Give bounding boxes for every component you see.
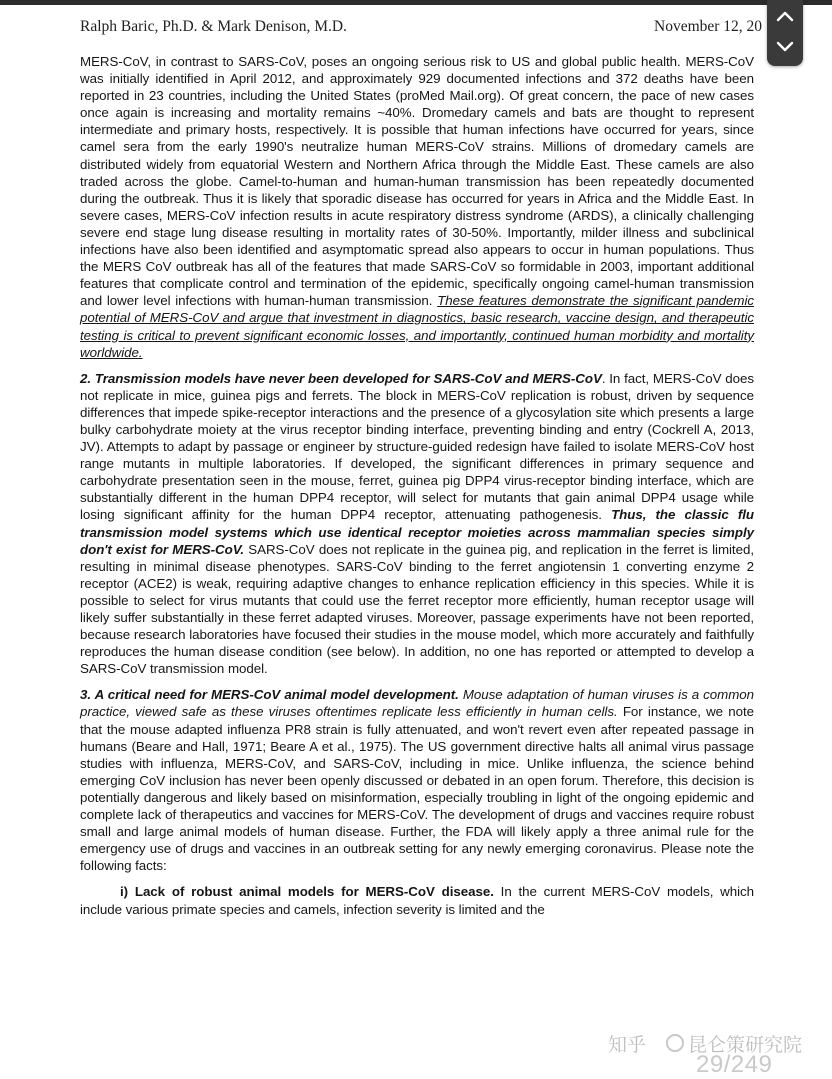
chevron-up-icon [776, 9, 794, 23]
watermark-author: 昆仑策研究院 [688, 1035, 803, 1056]
paragraph-transmission-models [80, 370, 754, 678]
watermark-site: 知乎 [608, 1035, 647, 1056]
paragraph-text: . In fact, MERS-CoV does not replicate in mice, guinea pigs and ferrets. The block in MERS-CoV replication is robust, driven by sequence differences that impede spike-receptor interactions and the presence of a glycosylation site which presents a large bulky carbohydrate moiety at the virus receptor binding interface, preventing binding and entry (Cockrell A, 2013, JV). Attempts to adapt by passage or engineer by structure-guided redesign have failed to isolate MERS-CoV host range mutants in multiple laboratories. If developed, the significant differences in primary sequence and carbohydrate presentation seen in the mouse, ferret, guinea pig DPP4 virus-receptor binding interface, which are substantially different in the human DPP4 receptor, will select for mutants that gain animal DPP4 usage while losing significant affinity for the human DPP4 receptor, attenuating pathogenesis. [80, 370, 754, 523]
paragraph-animal-model [80, 686, 754, 874]
paragraph-emphasis: Thus, the classic flu transmission model systems which use identical receptor moieties across mammalian species simply don't exist for MERS-CoV. [80, 507, 754, 557]
paragraph-lack-models [80, 883, 754, 917]
section-heading: 2. Transmission models have never been developed for SARS-CoV and MERS-CoV [80, 370, 602, 386]
header-authors: Ralph Baric, Ph.D. & Mark Denison, M.D. [80, 18, 347, 35]
paragraph-text: In the current MERS-CoV models, which include various primate species and camels, infection severity is limited and the [80, 884, 755, 917]
paragraph-text: SARS-CoV does not replicate in the guinea pig, and replication in the ferret is limited, resulting in minimal disease phenotypes. SARS-CoV binding to the ferret angiotensin 1 converting enzyme 2 receptor (ACE2) is weak, requiring adaptive changes to enhance replication efficiency in this species. While it is possible to select for virus mutants that could use the ferret receptor more efficiently, human receptor usage will likely suffer substantially in these ferret adapted viruses. Moreover, passage experiments have not been reported, because research laboratories have focused their studies in the mouse model, which more accurately and faithfully reproduces the human disease condition (see below). In addition, no one has reported or attempted to develop a SARS-CoV transmission model. [80, 541, 754, 677]
next-page-button[interactable] [767, 33, 803, 63]
paragraph-text: For instance, we note that the mouse adapted influenza PR8 strain is fully attenuated, and won't revert even after repeated passage in humans (Beare and Hall, 1971; Beare A et al., 1975). The US government directive halts all animal virus passage studies with influenza, MERS-CoV, and SARS-CoV, including in mice. Unlike influenza, the science behind emerging CoV inclusion has never been openly discussed or debated in an open forum. Therefore, this decision is potentially dangerous and likely based on misinformation, especially troubling in light of the ongoing epidemic and complete lack of therapeutics and vaccines for MERS-CoV. The development of drugs and vaccines require robust small and large animal models of human disease. Further, the FDA will likely apply a three animal rule for the emergency use of drugs and vaccines in an outbreak setting for any newly emerging coronavirus. Please note the following facts: [80, 704, 755, 874]
page-nav-controls [767, 0, 803, 66]
previous-page-button[interactable] [767, 2, 803, 32]
paragraph-mers-risk [80, 53, 754, 361]
document-page [0, 5, 790, 1079]
page-header [80, 18, 780, 40]
paragraph-italic: Mouse adaptation of human viruses is a common practice, viewed safe as these viruses oftentimes replicate less efficiently in human cells. [80, 687, 754, 720]
subsection-heading: i) Lack of robust animal models for MERS-CoV disease. [120, 884, 494, 900]
page-counter: 29/249 [696, 1051, 773, 1078]
header-date: November 12, 20 [654, 18, 763, 35]
document-body [80, 53, 754, 918]
watermark-logo-icon [666, 1034, 684, 1052]
paragraph-emphasis: These features demonstrate the significant pandemic potential of MERS-CoV and argue that investment in diagnostics, basic research, vaccine design, and therapeutic testing is critical to prevent significant economic losses, and importantly, continued human morbidity and mortality worldwide. [80, 293, 754, 360]
paragraph-text: MERS-CoV, in contrast to SARS-CoV, poses an ongoing serious risk to US and global public health. MERS-CoV was initially identified in April 2012, and approximately 929 documented infections and 372 deaths have been reported in 23 countries, including the United States (proMed Mail.org). Of great concern, the pace of new cases once again is increasing and mortality remains ~40%. Dromedary camels and bats are thought to represent intermediate and primary hosts, respectively. It is possible that human infections have occurred for years, since camel sera from the early 1990's neutralize human MERS-CoV strains. Millions of dromedary camels are distributed widely from equatorial Western and Northern Africa through the Middle East. These camels are also traded across the globe. Camel-to-human and human-human transmission has been repeatedly documented during the outbreak. Thus it is likely that sporadic disease has occurred for years in Africa and the Middle East. In severe cases, MERS-CoV infection results in acute respiratory distress syndrome (ARDS), a clinically challenging severe end stage lung disease resulting in mortality rates of 30-50%. Importantly, milder illness and subclinical infections have also been identified and asymptomatic spread also appears to occur in human populations. Thus the MERS CoV outbreak has all of the features that made SARS-CoV so formidable in 2003, important additional features that complicate control and termination of the epidemic, specifically ongoing camel-human transmission and lower level infections with human-human transmission. [80, 54, 754, 309]
section-heading: 3. A critical need for MERS-CoV animal model development. [80, 687, 459, 703]
chevron-down-icon [776, 40, 794, 54]
